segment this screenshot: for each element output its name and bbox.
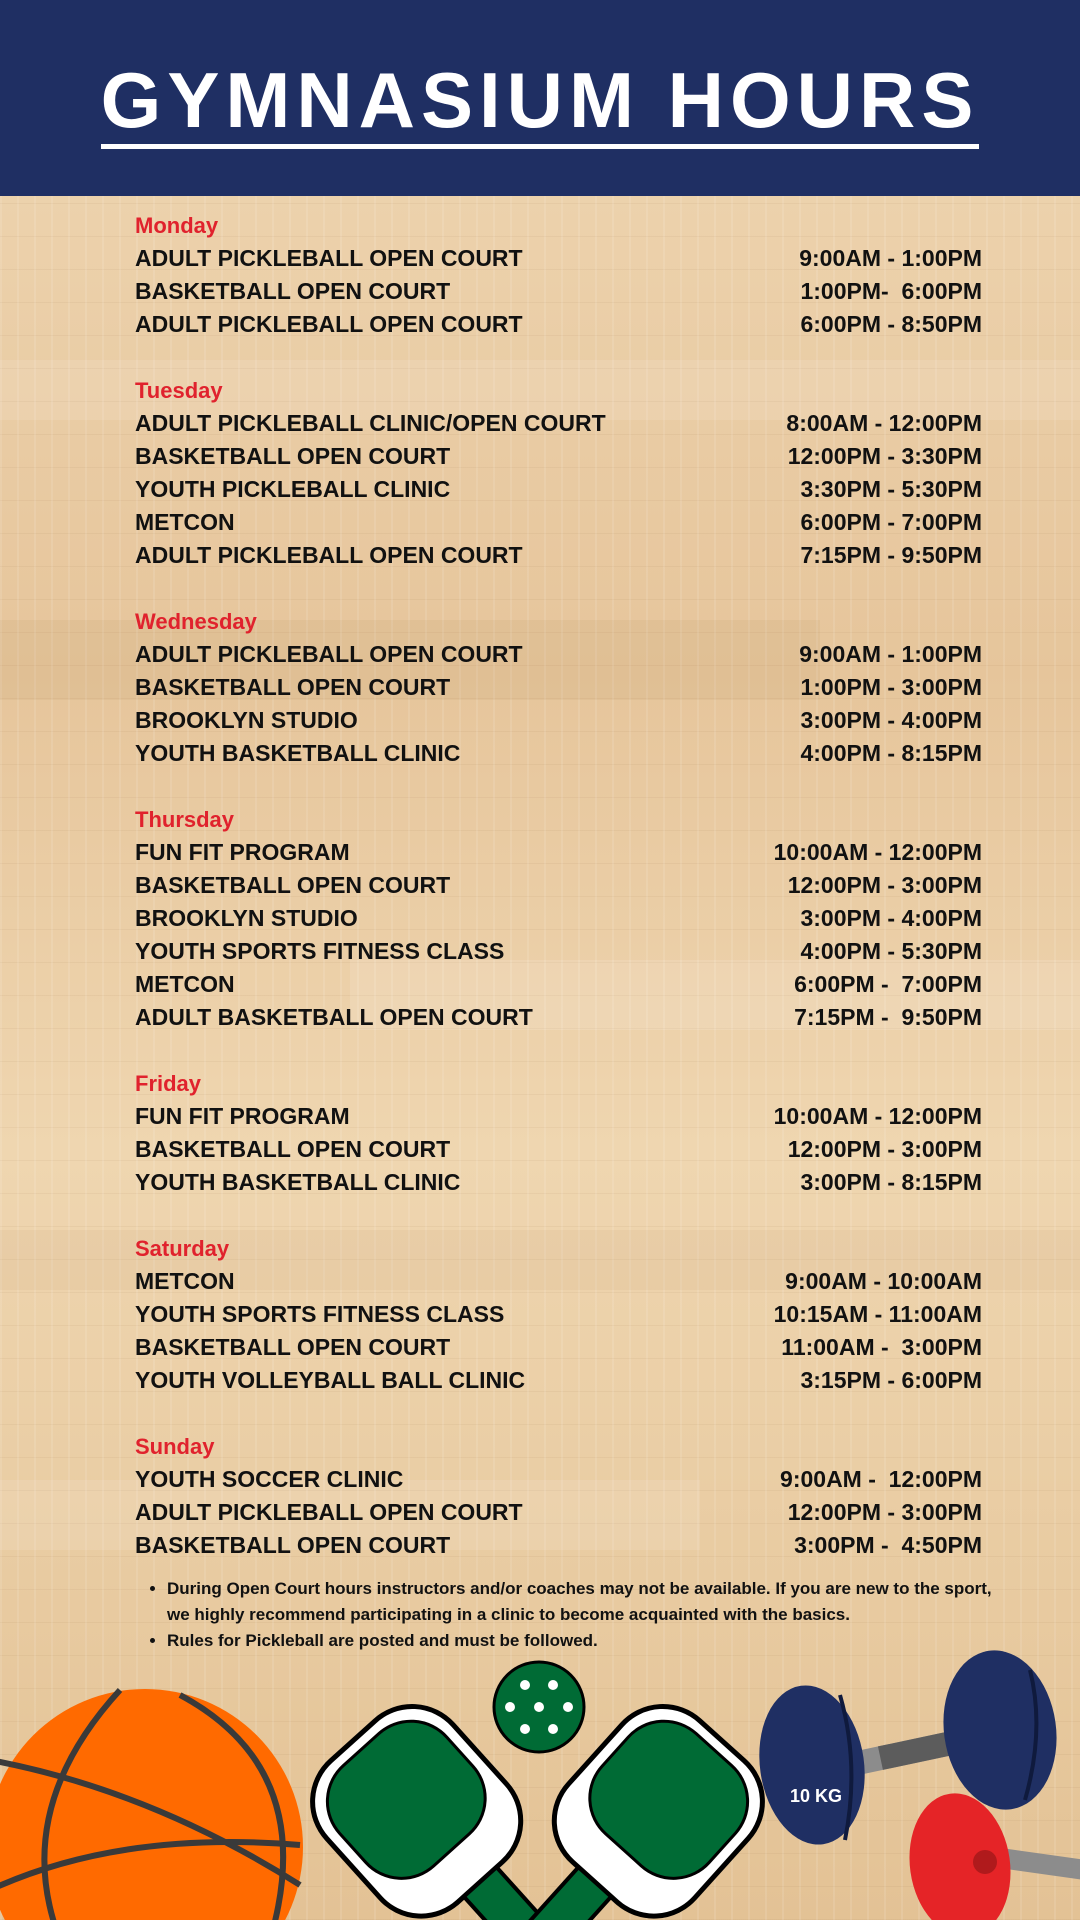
schedule-row [135, 539, 982, 572]
activity-time: 12:00PM - 3:30PM [787, 443, 982, 469]
activity-name: METCON [135, 1268, 235, 1294]
day-section-friday [135, 1067, 982, 1199]
schedule-row [135, 968, 982, 1001]
activity-time: 3:30PM - 5:30PM [800, 476, 982, 502]
activity-name: METCON [135, 509, 235, 535]
activity-name: YOUTH BASKETBALL CLINIC [135, 740, 461, 766]
schedule-row [135, 506, 982, 539]
day-heading: Sunday [135, 1434, 215, 1459]
schedule-row [135, 1496, 982, 1529]
activity-time: 12:00PM - 3:00PM [787, 1136, 982, 1162]
day-heading: Saturday [135, 1236, 230, 1261]
activity-time: 4:00PM - 8:15PM [800, 740, 982, 766]
dumbbells-icon [749, 1643, 1080, 1920]
schedule-row [135, 1100, 982, 1133]
activity-name: YOUTH SOCCER CLINIC [135, 1466, 404, 1492]
schedule-row [135, 704, 982, 737]
day-section-tuesday [135, 374, 982, 572]
activity-name: ADULT PICKLEBALL OPEN COURT [135, 1499, 523, 1525]
activity-time: 9:00AM - 1:00PM [799, 245, 982, 271]
schedule-row [135, 1331, 982, 1364]
activity-time: 10:00AM - 12:00PM [773, 839, 982, 865]
day-heading: Friday [135, 1071, 202, 1096]
schedule-row [135, 935, 982, 968]
schedule-row [135, 902, 982, 935]
activity-time: 12:00PM - 3:00PM [787, 1499, 982, 1525]
activity-time: 10:00AM - 12:00PM [773, 1103, 982, 1129]
activity-time: 7:15PM - 9:50PM [800, 542, 982, 568]
schedule-row [135, 836, 982, 869]
schedule-row [135, 1463, 982, 1496]
day-section-wednesday [135, 605, 982, 770]
activity-name: METCON [135, 971, 235, 997]
activity-name: ADULT PICKLEBALL OPEN COURT [135, 542, 523, 568]
basketball-icon [0, 1689, 303, 1920]
activity-name: BROOKLYN STUDIO [135, 905, 358, 931]
schedule [135, 209, 982, 1595]
activity-name: BASKETBALL OPEN COURT [135, 1334, 451, 1360]
schedule-row [135, 1298, 982, 1331]
activity-time: 9:00AM - 10:00AM [785, 1268, 982, 1294]
activity-name: BASKETBALL OPEN COURT [135, 443, 451, 469]
day-heading: Tuesday [135, 378, 223, 403]
schedule-row [135, 1364, 982, 1397]
schedule-row [135, 1166, 982, 1199]
schedule-row [135, 242, 982, 275]
day-section-monday [135, 209, 982, 341]
activity-name: BASKETBALL OPEN COURT [135, 872, 451, 898]
activity-time: 9:00AM - 1:00PM [799, 641, 982, 667]
day-heading: Monday [135, 213, 219, 238]
activity-name: FUN FIT PROGRAM [135, 1103, 350, 1129]
schedule-row [135, 737, 982, 770]
activity-name: YOUTH VOLLEYBALL BALL CLINIC [135, 1367, 526, 1393]
day-heading: Thursday [135, 807, 235, 832]
activity-name: YOUTH BASKETBALL CLINIC [135, 1169, 461, 1195]
activity-name: ADULT PICKLEBALL CLINIC/OPEN COURT [135, 410, 606, 436]
activity-time: 11:00AM - 3:00PM [781, 1334, 982, 1360]
activity-time: 6:00PM - 7:00PM [800, 509, 982, 535]
schedule-row [135, 1265, 982, 1298]
activity-name: BASKETBALL OPEN COURT [135, 674, 451, 700]
schedule-row [135, 1529, 982, 1562]
activity-time: 7:15PM - 9:50PM [794, 1004, 982, 1030]
activity-time: 12:00PM - 3:00PM [787, 872, 982, 898]
activity-name: ADULT PICKLEBALL OPEN COURT [135, 245, 523, 271]
day-section-sunday [135, 1430, 982, 1562]
activity-name: BROOKLYN STUDIO [135, 707, 358, 733]
activity-name: BASKETBALL OPEN COURT [135, 1532, 451, 1558]
schedule-row [135, 638, 982, 671]
sports-illustrations [0, 1640, 1080, 1920]
schedule-row [135, 1001, 982, 1034]
note-item: • Rules for Pickleball are posted and must be followed. [167, 1628, 997, 1654]
activity-name: ADULT BASKETBALL OPEN COURT [135, 1004, 533, 1030]
activity-time: 9:00AM - 12:00PM [780, 1466, 982, 1492]
activity-time: 3:00PM - 8:15PM [800, 1169, 982, 1195]
activity-time: 4:00PM - 5:30PM [800, 938, 982, 964]
note-item: • During Open Court hours instructors and/or coaches may not be available. If you are new to the sport, we highly recommend participating in a clinic to become acquainted with the basics. [167, 1576, 997, 1628]
activity-name: ADULT PICKLEBALL OPEN COURT [135, 311, 523, 337]
schedule-row [135, 407, 982, 440]
day-section-saturday [135, 1232, 982, 1397]
activity-time: 10:15AM - 11:00AM [773, 1301, 982, 1327]
header-banner [0, 0, 1080, 196]
dumbbell-weight-label: 10 KG [790, 1786, 843, 1806]
activity-time: 1:00PM- 6:00PM [800, 278, 982, 304]
schedule-row [135, 869, 982, 902]
schedule-row [135, 671, 982, 704]
schedule-row [135, 308, 982, 341]
activity-time: 6:00PM - 7:00PM [794, 971, 982, 997]
activity-name: ADULT PICKLEBALL OPEN COURT [135, 641, 523, 667]
activity-time: 3:00PM - 4:00PM [800, 707, 982, 733]
activity-name: BASKETBALL OPEN COURT [135, 1136, 451, 1162]
schedule-row [135, 275, 982, 308]
page-title [0, 52, 1080, 148]
activity-time: 3:00PM - 4:50PM [794, 1532, 982, 1558]
activity-time: 3:00PM - 4:00PM [800, 905, 982, 931]
schedule-row [135, 473, 982, 506]
activity-time: 3:15PM - 6:00PM [800, 1367, 982, 1393]
activity-time: 1:00PM - 3:00PM [800, 674, 982, 700]
day-heading: Wednesday [135, 609, 257, 634]
activity-name: BASKETBALL OPEN COURT [135, 278, 451, 304]
pickleball-ball-icon [494, 1662, 584, 1752]
day-section-thursday [135, 803, 982, 1034]
activity-time: 8:00AM - 12:00PM [786, 410, 982, 436]
activity-name: FUN FIT PROGRAM [135, 839, 350, 865]
activity-name: YOUTH PICKLEBALL CLINIC [135, 476, 451, 502]
activity-name: YOUTH SPORTS FITNESS CLASS [135, 938, 505, 964]
schedule-row [135, 440, 982, 473]
activity-time: 6:00PM - 8:50PM [800, 311, 982, 337]
page-title-text: GYMNASIUM HOURS [101, 56, 980, 149]
schedule-row [135, 1133, 982, 1166]
activity-name: YOUTH SPORTS FITNESS CLASS [135, 1301, 505, 1327]
